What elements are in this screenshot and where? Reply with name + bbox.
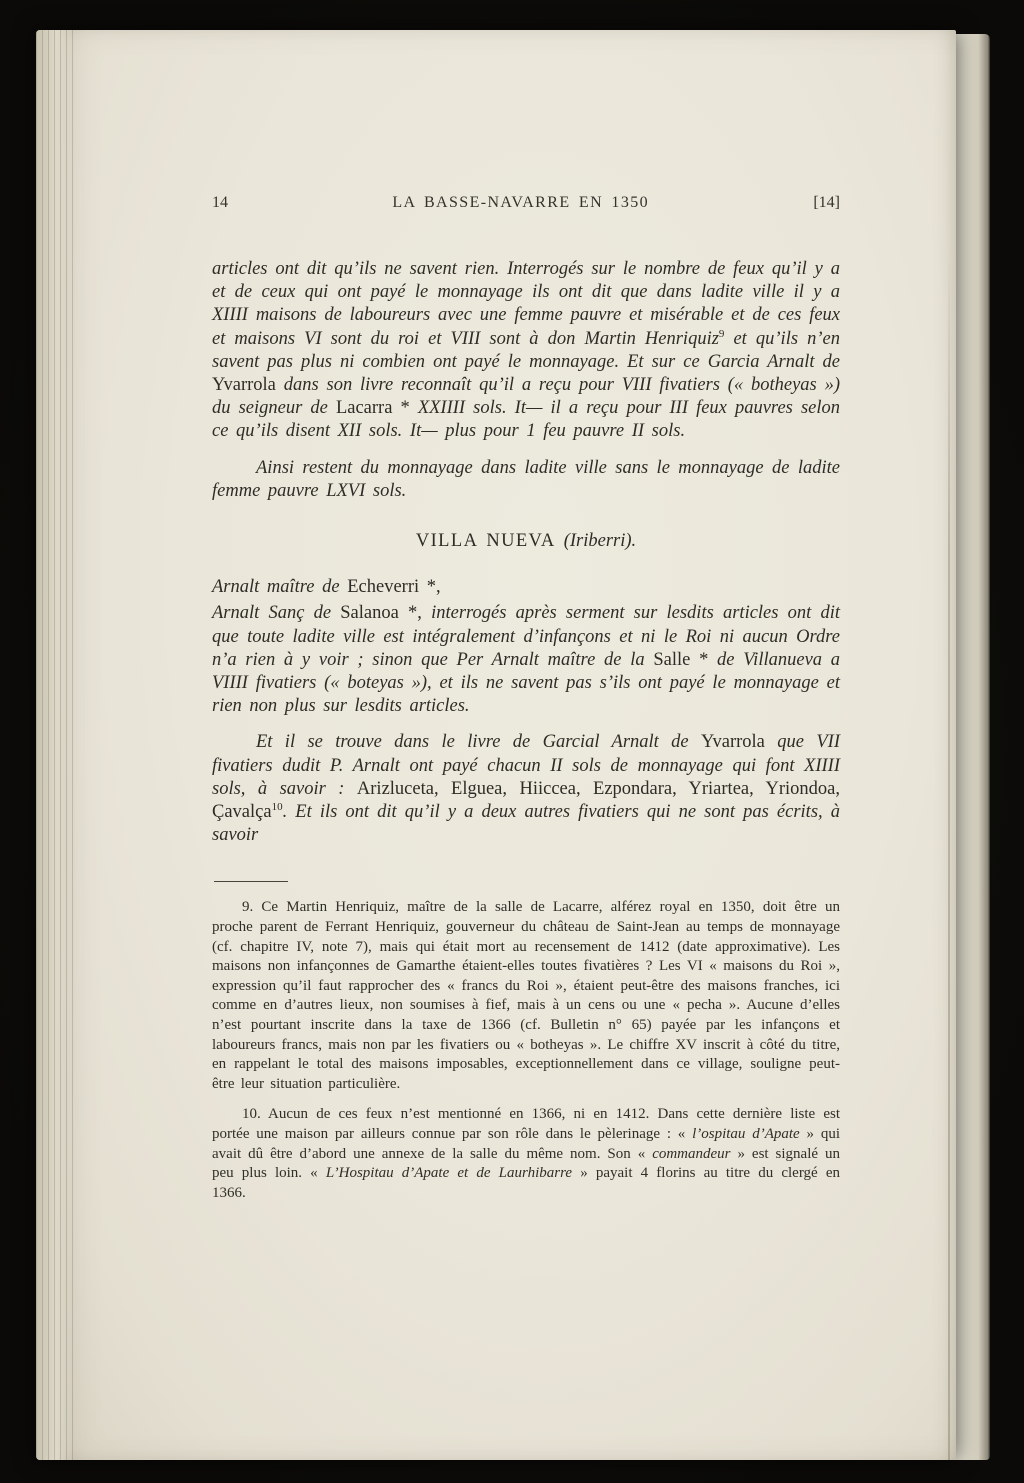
- text-segment: Yvarrola: [701, 732, 765, 753]
- text-segment: et qu’ils n’en savent pas plus ni combien ont payé le monnayage. Et sur ce Garcia Arnalt de: [212, 328, 840, 372]
- text-segment: que VII fivatiers dudit P. Arnalt ont payé chacun II sols de monnayage qui font XIIII sols, à savoir :: [212, 732, 840, 799]
- text-column: [212, 194, 840, 1214]
- paragraph: [212, 602, 840, 718]
- footnote: [212, 898, 840, 1094]
- running-title: LA BASSE-NAVARRE EN 1350: [392, 194, 650, 211]
- text-segment: VILLA NUEVA: [415, 531, 564, 552]
- text-segment: (Iriberri).: [563, 531, 637, 552]
- paragraph: [212, 258, 840, 444]
- text-segment: commandeur: [652, 1145, 731, 1162]
- footnotes-section: [212, 881, 840, 1203]
- text-segment: Lacarra *: [335, 398, 410, 419]
- text-segment: Ainsi restent du monnayage dans ladite ville sans le monnayage de ladite femme pauvre LXVI sols.: [212, 457, 840, 501]
- text-segment: Arizluceta, Elguea, Hiiccea, Ezpondara, Yriartea, Yriondoa, Çavalça: [212, 778, 841, 823]
- text-segment: Yvarrola: [212, 375, 276, 396]
- text-segment: Salle *: [653, 649, 709, 670]
- page-number: 14: [212, 194, 228, 211]
- text-segment: Et il se trouve dans le livre de Garcial Arnalt de: [256, 732, 701, 753]
- paragraph: [212, 731, 840, 847]
- text-segment: » est signalé un peu plus loin. «: [212, 1145, 840, 1182]
- paragraph: [212, 457, 840, 503]
- text-segment: l’ospitau d’Apate: [692, 1126, 800, 1142]
- page-stack-edges: [36, 30, 74, 1460]
- text-segment: articles ont dit qu’ils ne savent rien. Interrogés sur le nombre de feux qu’il y a et de ceux qui ont payé le monnayage ils ont dit que dans ladite ville il y a XIIII maisons de laboureurs avec une femme pauvre et misérable et de ces feux et maisons VI sont du roi et VIII sont à don Martin Henriquiz: [212, 259, 840, 349]
- text-segment: Arnalt Sanç de: [212, 603, 341, 624]
- folio-number: [14]: [813, 194, 840, 211]
- paragraph: [212, 576, 840, 599]
- page-crease: [948, 250, 950, 1460]
- text-segment: L’Hospitau d’Apate et de Laurhibarre: [325, 1165, 573, 1182]
- text-segment: de Villanueva a VIIII fivatiers (« boteyas »), et ils ne savent pas s’ils ont payé le monnayage et rien non plus sur lesdits articles.: [212, 649, 841, 717]
- text-segment: Echeverri *,: [347, 577, 441, 598]
- text-segment: dans son livre reconnaît qu’il a reçu pour VIII fivatiers (« botheyas ») du seigneur de: [212, 375, 840, 419]
- text-segment: . Et ils ont dit qu’il y a deux autres fivatiers qui ne sont pas écrits, à savoir: [212, 802, 840, 846]
- section-heading: [212, 530, 840, 553]
- article-body: [212, 258, 840, 847]
- text-segment: interrogés après serment sur lesdits articles ont dit que toute ladite ville est intégralement d’infançons et ni le Roi ni aucun Ordre n’a rien à y voir ; sinon que Per Arnalt maître de la: [212, 603, 841, 670]
- text-segment: XXIIII sols. It— il a reçu pour III feux pauvres selon ce qu’ils disent XII sols. It— plus pour 1 feu pauvre II sols.: [212, 398, 840, 442]
- footnote-rule: [214, 881, 288, 882]
- footnotes-list: [212, 898, 840, 1203]
- text-segment: 10: [271, 800, 283, 813]
- text-segment: 9: [718, 327, 725, 340]
- footnote: [212, 1105, 840, 1203]
- text-segment: » qui avait dû être d’abord une annexe de la salle du même nom. Son «: [212, 1126, 840, 1162]
- running-head: [212, 194, 840, 212]
- text-segment: 9. Ce Martin Henriquiz, maître de la salle de Lacarre, alférez royal en 1350, doit être un proche parent de Ferrant Henriquiz, gouverneur du château de Saint-Jean au temps de monnayage (cf. chapitre IV, note 7), mais qui était mort au recensement de 1412 (date approximative). Les maisons non infançonnes de Gamarthe étaient-elles toutes fivatières ? Les VI « maisons du Roi », expression qu’il faut rapprocher des « francs du Roi », étaient peut-être des maisons franches, ici comme en d’autres lieux, non soumises à fief, mais à un cens ou une « pecha ». Aucune d’elles n’est pourtant inscrite dans la taxe de 1366 (cf. Bulletin n° 65) payée par les infançons et laboureurs francs, mais non par les fivatiers ou « botheyas ». Le chiffre XV inscrit à côté du titre, en rappelant le total des maisons imposables, exceptionnellement dans ce village, souligne peut-être leur situation particulière.: [212, 899, 841, 1092]
- text-segment: » payait 4 florins au titre du clergé en 1366.: [212, 1165, 841, 1201]
- text-segment: Salanoa *,: [340, 603, 422, 624]
- text-segment: Arnalt maître de: [212, 577, 348, 598]
- text-segment: 10. Aucun de ces feux n’est mentionné en 1366, ni en 1412. Dans cette dernière liste est portée une maison par ailleurs connue par son rôle dans le pèlerinage : «: [212, 1106, 840, 1142]
- book-page: [36, 30, 956, 1460]
